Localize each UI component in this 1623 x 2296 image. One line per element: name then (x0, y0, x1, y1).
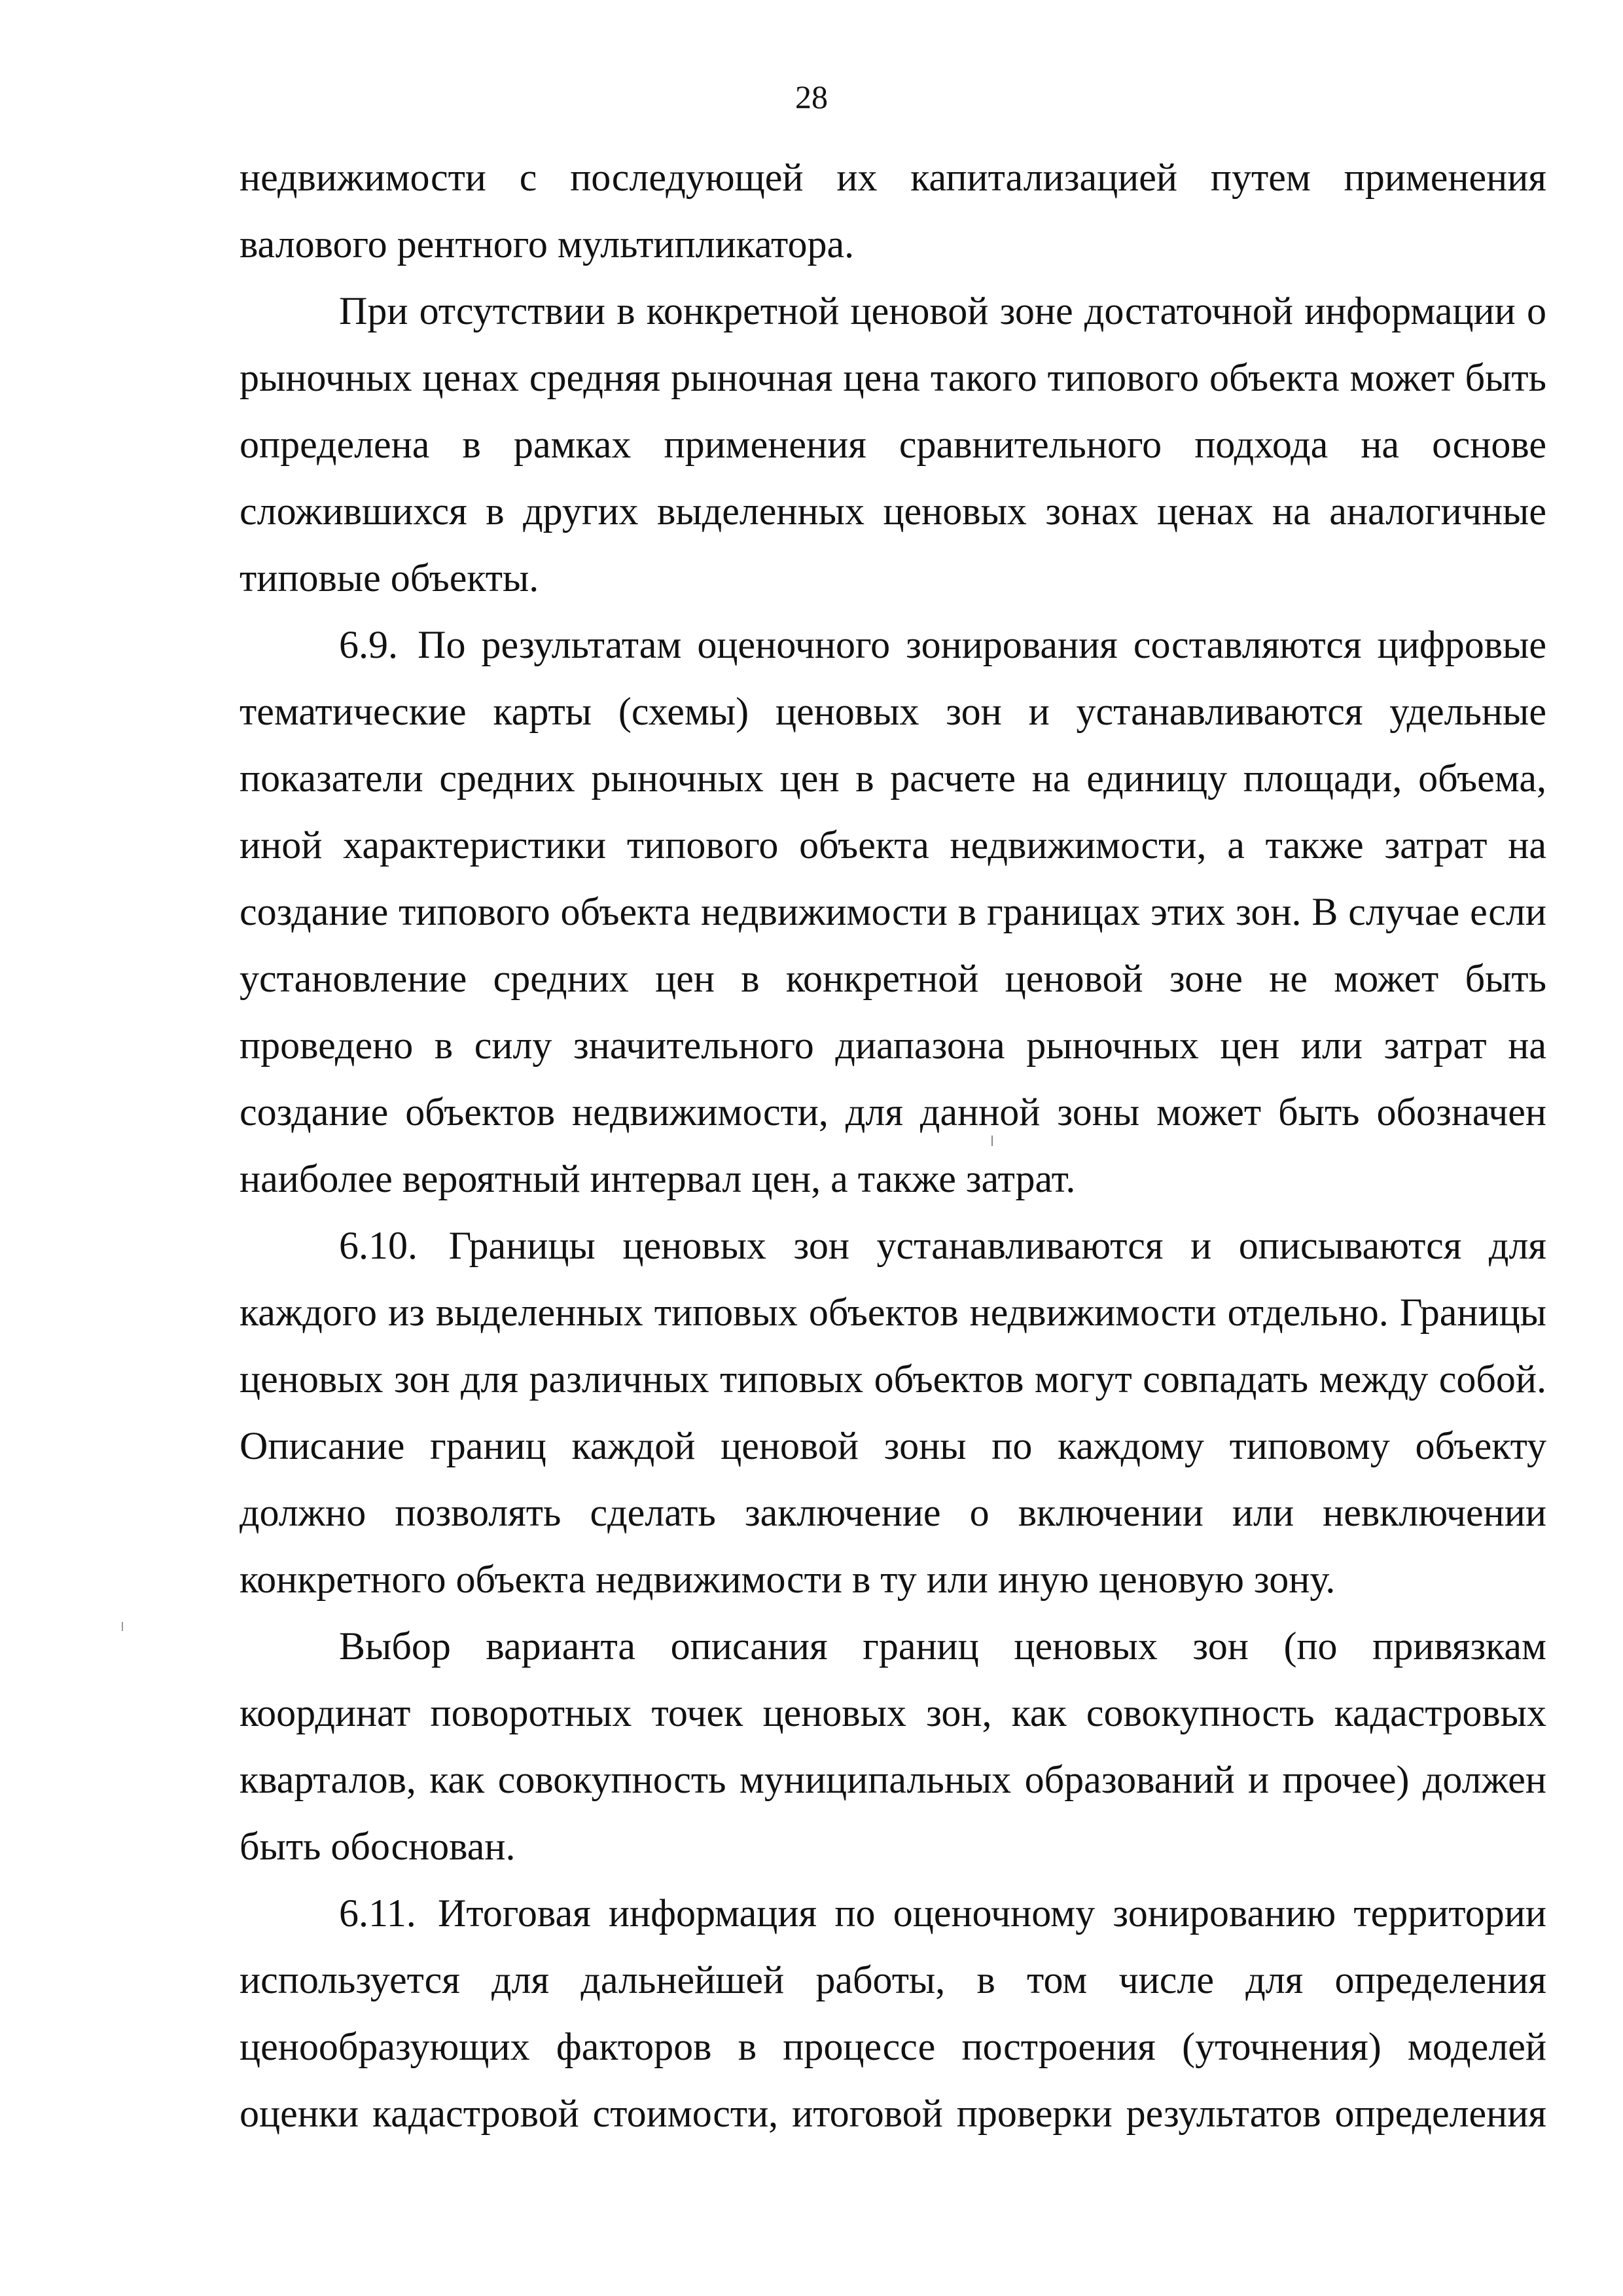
paragraph-boundary-choice (240, 1613, 1546, 1880)
clause-number: 6.10. (339, 1224, 418, 1267)
paragraph-text: При отсутствии в конкретной ценовой зоне достаточной информации о рыночных ценах средняя рыночная цена такого типового объекта может быть определена в рамках применения сравнительного подхода на основе сложившихся в других выделенных ценовых зонах ценах на аналогичные типовые объекты. (240, 289, 1546, 600)
paragraph-text: недвижимости с последующей их капитализацией путем применения валового рентного мультипликатора. (240, 156, 1546, 266)
scan-artifact (991, 1136, 993, 1146)
clause-6-10 (240, 1212, 1546, 1613)
clause-text: Границы ценовых зон устанавливаются и описываются для каждого из выделенных типовых объектов недвижимости отдельно. Границы ценовых зон для различных типовых объектов могут совпадать между собой. Описание границ каждой ценовой зоны по каждому типовому объекту должно позволять сделать заключение о включении или невключении конкретного объекта недвижимости в ту или иную ценовую зону. (240, 1224, 1546, 1601)
clause-text: По результатам оценочного зонирования составляются цифровые тематические карты (схемы) ценовых зон и устанавливаются удельные показатели средних рыночных цен в расчете на единицу площади, объема, иной характеристики типового объекта недвижимости, а также затрат на создание типового объекта недвижимости в границах этих зон. В случае если установление средних цен в конкретной ценовой зоне не может быть проведено в силу значительного диапазона рыночных цен или затрат на создание объектов недвижимости, для данной зоны может быть обозначен наиболее вероятный интервал цен, а также затрат. (240, 623, 1546, 1200)
body-text (240, 144, 1546, 2147)
clause-text: Итоговая информация по оценочному зонированию территории используется для дальнейшей работы, в том числе для определения ценообразующих факторов в процессе построения (уточнения) моделей оценки кадастровой стоимости, итоговой проверки результатов определения (240, 1892, 1546, 2135)
paragraph-continuation (240, 144, 1546, 278)
paragraph-no-info (240, 278, 1546, 611)
page-number: 28 (795, 79, 828, 115)
clause-number: 6.9. (339, 623, 398, 666)
scan-artifact (122, 1622, 123, 1631)
clause-6-9 (240, 611, 1546, 1212)
paragraph-text: Выбор варианта описания границ ценовых зон (по привязкам координат поворотных точек ценовых зон, как совокупность кадастровых кварталов, как совокупность муниципальных образований и прочее) должен быть обоснован. (240, 1624, 1546, 1868)
clause-6-11 (240, 1880, 1546, 2147)
clause-number: 6.11. (339, 1892, 416, 1935)
